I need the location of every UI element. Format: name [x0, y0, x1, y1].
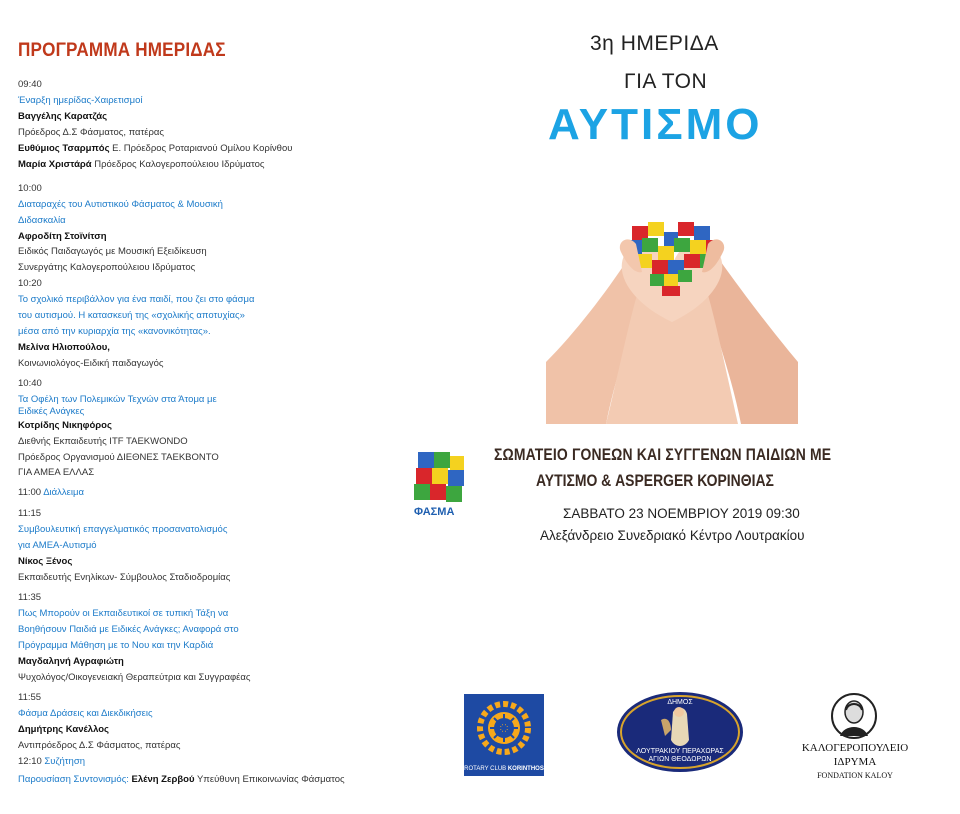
foundation-portrait-logo	[830, 692, 878, 740]
program-time: 10:20	[18, 278, 42, 289]
program-speaker-name: Μαγδαληνή Αγραφιώτη	[18, 656, 124, 667]
program-topic: Βοηθήσουν Παιδιά με Ειδικές Ανάγκες; Αναφορά στο	[18, 624, 239, 635]
program-speaker-name: Δημήτρης Κανέλλος	[18, 724, 109, 735]
program-time: 09:40	[18, 79, 42, 90]
program-speaker-line: Μαρία Χριστάρά Πρόεδρος Καλογεροπούλειου Ιδρύματος	[18, 159, 265, 170]
foundation-subtitle: ΙΔΡΥΜΑ	[833, 756, 877, 768]
program-speaker-line: Ευθύμιος Τσαρμπός Ε. Πρόεδρος Ροταριανού Ομίλου Κορίνθου	[18, 143, 293, 154]
rotary-club-logo	[464, 694, 544, 776]
program-speaker-name: Αφροδίτη Στοϊνίτση	[18, 231, 107, 242]
program-topic: Ειδικές Ανάγκες	[18, 406, 85, 417]
program-time: 10:00	[18, 183, 42, 194]
rotary-wheel-icon	[464, 694, 544, 764]
program-speaker-role: Εκπαιδευτής Ενηλίκων- Σύμβουλος Σταδιοδρομίας	[18, 572, 231, 583]
program-list	[18, 0, 418, 814]
event-for: ΓΙΑ ΤΟΝ	[624, 70, 708, 93]
program-time: 11:35	[18, 592, 42, 603]
event-venue: Αλεξάνδρειο Συνεδριακό Κέντρο Λουτρακίου	[540, 528, 805, 543]
event-topic: ΑΥΤΙΣΜΟ	[548, 100, 763, 149]
program-speaker-role: ΓΙΑ ΑΜΕΑ ΕΛΛΑΣ	[18, 467, 95, 478]
municipality-name-line1: ΛΟΥΤΡΑΚΙΟΥ ΠΕΡΑΧΩΡΑΣ	[636, 748, 724, 755]
program-coordinator-line: Παρουσίαση Συντονισμός: Ελένη Ζερβού Υπεύθυνη Επικοινωνίας Φάσματος	[18, 774, 345, 785]
program-topic: Πρόγραμμα Μάθηση με το Νου και την Καρδιά	[18, 640, 214, 651]
program-topic: για ΑΜΕΑ-Αυτισμό	[18, 540, 97, 551]
program-speaker-role: Κοινωνιολόγος-Ειδική παιδαγωγός	[18, 358, 164, 369]
program-break-line: 12:10 Συζήτηση	[18, 756, 85, 767]
program-topic: Το σχολικό περιβάλλον για ένα παιδί, που ζει στο φάσμα	[18, 294, 255, 305]
fasma-logo-text: ΦΑΣΜΑ	[414, 506, 455, 518]
program-speaker-name: Βαγγέλης Καρατζάς	[18, 111, 108, 122]
program-title: ΠΡΟΓΡΑΜΜΑ ΗΜΕΡΙΔΑΣ	[18, 40, 226, 61]
program-speaker-role: Πρόεδρος Οργανισμού ΔΙΕΘΝΕΣ ΤΑΕΚΒΟΝΤΟ	[18, 452, 219, 463]
program-time: 11:55	[18, 692, 42, 703]
municipality-emblem-icon	[615, 690, 745, 774]
program-topic: Πως Μπορούν οι Εκπαιδευτικοί σε τυπική Τάξη να	[18, 608, 229, 619]
program-speaker-role: Συνεργάτης Καλογεροπούλειου Ιδρύματος	[18, 262, 196, 273]
rotary-club-label: ROTARY CLUB KORINTHOS	[464, 766, 544, 772]
program-time: 10:40	[18, 378, 42, 389]
program-break-line: 11:00 Διάλλειμα	[18, 487, 84, 498]
program-speaker-name: Νίκος Ξένος	[18, 556, 73, 567]
program-topic: του αυτισμού. Η κατασκευή της «σχολικής αποτυχίας»	[18, 310, 245, 321]
program-speaker-role: Αντιπρόεδρος Δ.Σ Φάσματος, πατέρας	[18, 740, 181, 751]
municipality-name-line2: ΑΓΙΩΝ ΘΕΟΔΩΡΩΝ	[648, 756, 712, 763]
program-speaker-name: Κοτρίδης Νικηφόρος	[18, 420, 112, 431]
program-time: 11:15	[18, 508, 42, 519]
program-topic: Διαταραχές του Αυτιστικού Φάσματος & Μουσική	[18, 199, 223, 210]
foundation-french-name: FONDATION KALOY	[817, 771, 893, 780]
event-edition: 3η ΗΜΕΡΙΔΑ	[590, 32, 719, 55]
hands-heart-illustration	[546, 212, 798, 424]
program-topic: Φάσμα Δράσεις και Διεκδικήσεις	[18, 708, 153, 719]
association-name-line1: ΣΩΜΑΤΕΙΟ ΓΟΝΕΩΝ ΚΑΙ ΣΥΓΓΕΝΩΝ ΠΑΙΔΙΩΝ ΜΕ	[494, 445, 832, 464]
municipality-logo	[615, 690, 745, 774]
program-speaker-name: Μελίνα Ηλιοπούλου,	[18, 342, 110, 353]
program-topic: Τα Οφέλη των Πολεμικών Τεχνών στα Άτομα με	[18, 394, 217, 405]
hands-puzzle-heart-image	[546, 212, 798, 424]
program-topic: Συμβουλευτική επαγγελματικός προσανατολισμός	[18, 524, 228, 535]
association-name-line2: ΑΥΤΙΣΜΟ & ASPERGER ΚΟΡΙΝΘΙΑΣ	[536, 471, 774, 490]
municipality-top-label: ΔΗΜΟΣ	[667, 699, 693, 706]
program-topic: Έναρξη ημερίδας-Χαιρετισμοί	[18, 95, 143, 106]
program-speaker-role: Ψυχολόγος/Οικογενειακή Θεραπεύτρια και Συγγραφέας	[18, 672, 251, 683]
portrait-icon	[830, 692, 878, 740]
program-topic: μέσα από την κυριαρχία της «κανονικότητας».	[18, 326, 211, 337]
program-topic: Διδασκαλία	[18, 215, 66, 226]
program-speaker-role: Διεθνής Εκπαιδευτής ITF TAEKWONDO	[18, 436, 188, 447]
foundation-name: ΚΑΛΟΓΕΡΟΠΟΥΛΕΙΟ	[801, 742, 909, 754]
program-speaker-role: Ειδικός Παιδαγωγός με Μουσική Εξειδίκευση	[18, 246, 207, 257]
puzzle-logo-icon	[404, 446, 476, 508]
event-date: ΣΑΒΒΑΤΟ 23 ΝΟΕΜΒΡΙΟΥ 2019 09:30	[563, 506, 800, 521]
program-speaker-role: Πρόεδρος Δ.Σ Φάσματος, πατέρας	[18, 127, 164, 138]
